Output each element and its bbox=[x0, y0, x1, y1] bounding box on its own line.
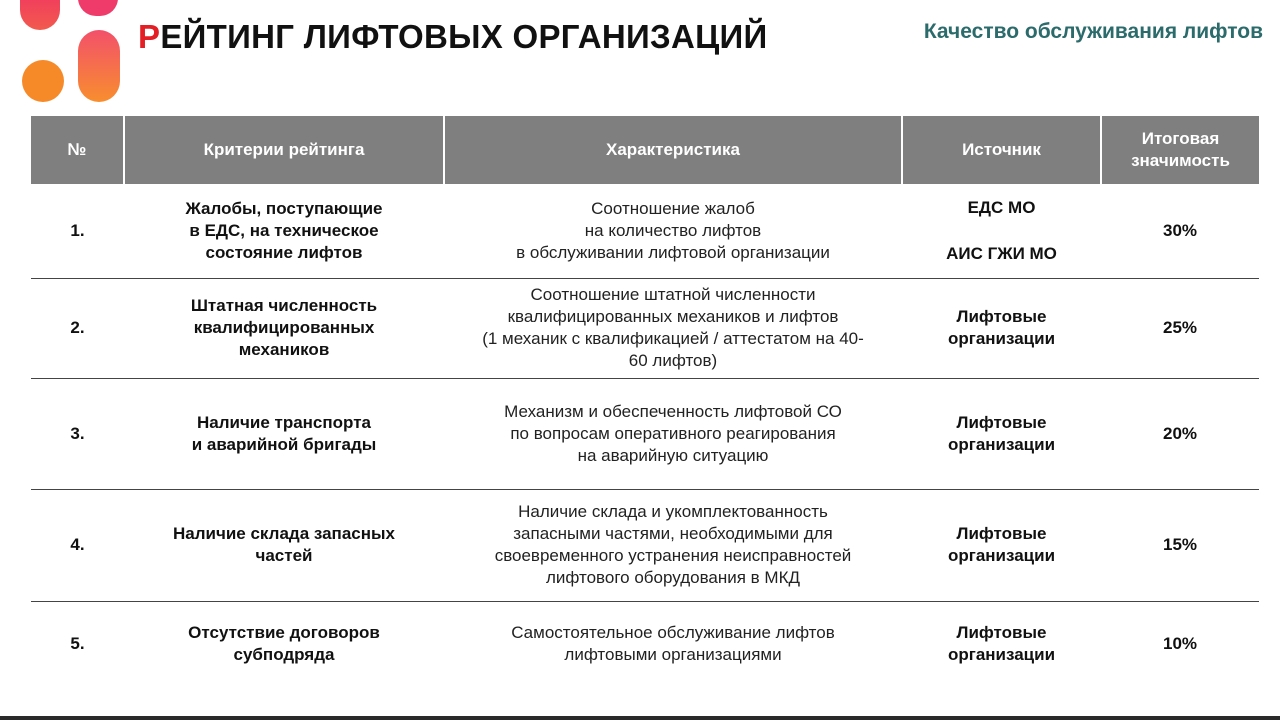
logo-shape bbox=[78, 0, 118, 16]
brand-logo bbox=[0, 0, 130, 110]
characteristic-line: на количество лифтов bbox=[584, 220, 762, 240]
row-source bbox=[902, 278, 1101, 378]
row-number: 5. bbox=[70, 634, 85, 654]
row-characteristic bbox=[444, 378, 902, 489]
criterion-line: Жалобы, поступающие bbox=[185, 198, 383, 218]
logo-shape bbox=[20, 0, 60, 30]
characteristic-line: квалифицированных механиков и лифтов bbox=[507, 307, 839, 326]
column-header-number: № bbox=[31, 116, 124, 184]
source-line: Лифтовые bbox=[956, 623, 1047, 643]
criterion-line: состояние лифтов bbox=[205, 242, 363, 262]
row-source bbox=[902, 601, 1101, 687]
table-row bbox=[31, 278, 1259, 378]
characteristic-line: 60 лифтов) bbox=[628, 351, 718, 370]
criterion-line: субподряда bbox=[233, 645, 335, 665]
source-line: Лифтовые bbox=[956, 307, 1047, 326]
source-line: АИС ГЖИ МО bbox=[946, 243, 1057, 263]
column-header-weight-label: Итоговая значимость bbox=[1131, 129, 1230, 170]
criterion-line: Наличие склада запасных bbox=[173, 524, 395, 543]
characteristic-line: в обслуживании лифтовой организации bbox=[516, 242, 830, 262]
characteristic-line: по вопросам оперативного реагирования bbox=[510, 423, 836, 443]
criterion-line: частей bbox=[255, 546, 313, 565]
characteristic-line: лифтовыми организациями bbox=[564, 645, 782, 665]
criterion-line: Штатная численность bbox=[190, 296, 378, 315]
row-source bbox=[902, 184, 1101, 278]
page-title bbox=[138, 18, 768, 56]
row-number: 1. bbox=[31, 184, 124, 278]
row-source bbox=[902, 378, 1101, 489]
table-header-row bbox=[31, 116, 1259, 184]
column-header-characteristic: Характеристика bbox=[444, 116, 902, 184]
row-characteristic bbox=[444, 489, 902, 601]
characteristic-line: Соотношение штатной численности bbox=[530, 285, 816, 304]
logo-shape bbox=[78, 30, 120, 102]
bottom-divider bbox=[0, 716, 1280, 720]
criterion-line: Наличие транспорта bbox=[197, 412, 371, 432]
characteristic-line: (1 механик с квалификацией / аттестатом на 40- bbox=[482, 329, 864, 348]
rating-table bbox=[31, 116, 1259, 687]
characteristic-line: лифтового оборудования в МКД bbox=[545, 568, 801, 587]
table-row bbox=[31, 378, 1259, 489]
characteristic-line: Соотношение жалоб bbox=[591, 198, 755, 218]
logo-shape bbox=[22, 60, 64, 102]
page-title-first-letter: Р bbox=[138, 18, 161, 55]
source-line: организации bbox=[947, 546, 1056, 565]
row-number: 4. bbox=[31, 489, 124, 601]
table-row bbox=[31, 601, 1259, 687]
criterion-line: и аварийной бригады bbox=[191, 434, 377, 454]
row-criterion bbox=[124, 601, 444, 687]
row-criterion bbox=[124, 489, 444, 601]
source-line: Лифтовые bbox=[956, 524, 1047, 543]
table-row bbox=[31, 489, 1259, 601]
characteristic-line: своевременного устранения неисправностей bbox=[494, 546, 852, 565]
row-characteristic bbox=[444, 278, 902, 378]
criterion-line: квалифицированных bbox=[193, 318, 375, 337]
characteristic-line: запасными частями, необходимыми для bbox=[513, 524, 833, 543]
row-source bbox=[902, 489, 1101, 601]
row-criterion bbox=[124, 378, 444, 489]
column-header-source: Источник bbox=[902, 116, 1101, 184]
characteristic-line: Механизм и обеспеченность лифтовой СО bbox=[504, 401, 842, 421]
row-number: 3. bbox=[31, 378, 124, 489]
row-weight: 30% bbox=[1101, 184, 1259, 278]
row-weight: 25% bbox=[1101, 278, 1259, 378]
source-line: ЕДС МО bbox=[967, 197, 1036, 217]
characteristic-line: Наличие склада и укомплектованность bbox=[518, 502, 828, 521]
row-weight: 20% bbox=[1101, 378, 1259, 489]
row-number: 2. bbox=[31, 278, 124, 378]
column-header-weight bbox=[1101, 116, 1259, 184]
page-subtitle: Качество обслуживания лифтов bbox=[923, 20, 1263, 43]
criterion-line: в ЕДС, на техническое bbox=[189, 220, 379, 240]
column-header-criteria: Критерии рейтинга bbox=[124, 116, 444, 184]
page-title-rest: ЕЙТИНГ ЛИФТОВЫХ ОРГАНИЗАЦИЙ bbox=[160, 18, 768, 55]
characteristic-line: на аварийную ситуацию bbox=[577, 445, 769, 465]
row-characteristic bbox=[444, 184, 902, 278]
source-line: организации bbox=[947, 645, 1056, 665]
row-criterion bbox=[124, 278, 444, 378]
source-line: организации bbox=[947, 434, 1056, 454]
source-line: организации bbox=[947, 329, 1056, 348]
row-criterion bbox=[124, 184, 444, 278]
source-line: Лифтовые bbox=[956, 412, 1047, 432]
characteristic-line: Самостоятельное обслуживание лифтов bbox=[511, 623, 835, 643]
row-weight: 15% bbox=[1101, 489, 1259, 601]
row-weight: 10% bbox=[1162, 634, 1198, 654]
table-row bbox=[31, 184, 1259, 278]
row-characteristic bbox=[444, 601, 902, 687]
criterion-line: Отсутствие договоров bbox=[188, 623, 380, 643]
criterion-line: механиков bbox=[238, 340, 330, 359]
